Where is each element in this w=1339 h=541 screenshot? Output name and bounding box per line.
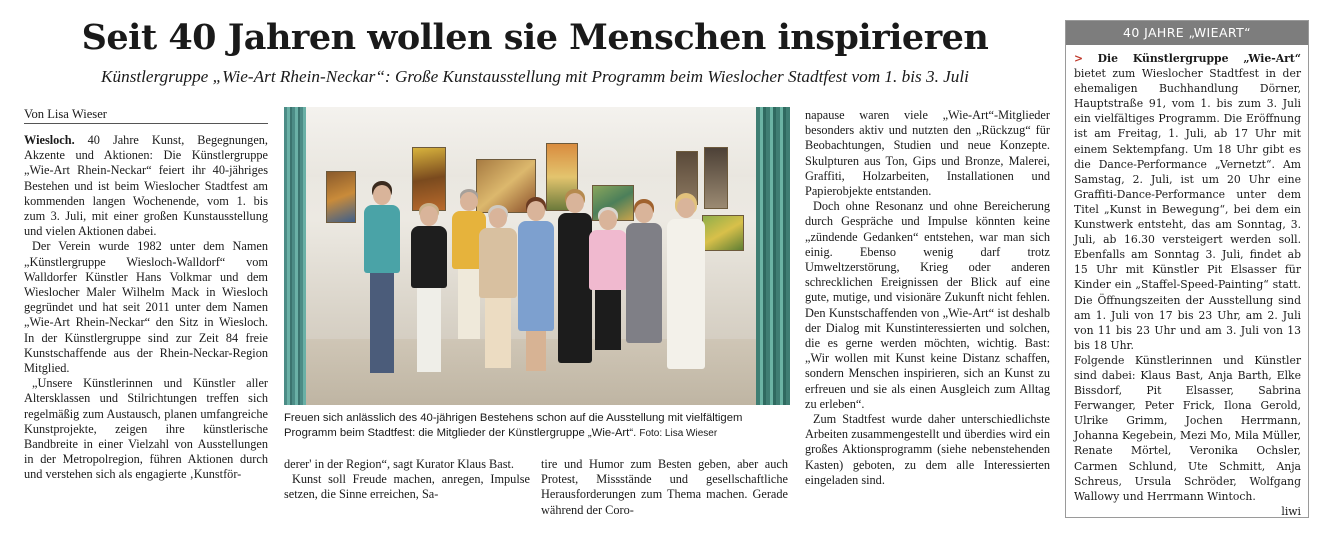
byline: Von Lisa Wieser [24, 107, 268, 124]
article-column-3 [541, 457, 788, 517]
caption-text: Freuen sich anlässlich des 40-jährigen Bestehens schon auf die Ausstellung mit vielfältigem Programm beim Stadtfest: die Mitglieder der Künstlergruppe „Wie-Art“. [284, 412, 743, 439]
info-box-text: bietet zum Wieslocher Stadtfest in der ehemaligen Buchhandlung Dörner, Hauptstraße 91, vom 1. bis zum 3. Juli ein vielfältiges Programm. Die Eröffnung ist am Freitag, 1. Juli, ab 17 Uhr mit einem Sektempfang. Um 18 Uhr gibt es die Dance-Performance „Vernetzt“. Am Samstag, 2. Juli, ist um 20 Uhr eine Graffiti-Dance-Performance unter dem Titel „Kunst in Bewegung“, bei dem ein Kunstwerk entsteht, das am Sonntag, 3. Juli, ab 16.30 versteigert werden soll. Ebenfalls am Sonntag 3. Juli, findet ab 15 Uhr mit Künstler Pit Elsasser für Kinder ein „Staffel-Speed-Painting“ statt. Die Öffnungszeiten der Ausstellung sind am 1. Juli von 17 bis 23 Uhr, am 2. Juli von 11 bis 23 Uhr und am 3. Juli von 13 bis 18 Uhr. [1074, 67, 1301, 352]
info-box-paragraph [1074, 51, 1301, 353]
glass-sculpture [284, 107, 306, 405]
article-paragraph: Zum Stadtfest wurde daher unterschiedlichste Arbeiten zusammengestellt und überdies wird ein großes Aktionsprogramm (siehe nebenstehenden Kasten) geboten, zu dem alle Interessierten eingeladen sind. [805, 412, 1050, 487]
article-paragraph: derer' in der Region“, sagt Kurator Klaus Bast. [284, 457, 514, 471]
author-signature: liwi [1281, 504, 1301, 518]
info-box-title: 40 JAHRE „WIEART“ [1066, 21, 1308, 45]
info-box-lead: Die Künstlergruppe „Wie-Art“ [1097, 52, 1302, 65]
article-column-4 [805, 108, 1050, 518]
person [476, 205, 520, 375]
info-box-body [1066, 45, 1308, 518]
photo-caption [284, 411, 794, 441]
dateline: Wiesloch. [24, 133, 75, 147]
headline: Seit 40 Jahren wollen sie Menschen inspirieren [81, 17, 989, 58]
gallery-wall [302, 107, 772, 177]
article-paragraph: Der Verein wurde 1982 unter dem Namen „Künstlergruppe Wiesloch-Walldorf“ vom Walldorfer Künstler Hans Volkmar und dem Wieslocher Maler Wilhelm Mack in Wiesloch gegründet und hat seit 2011 unter dem Namen „Wie-Art Rhein-Neckar“ den Sitz in Wiesloch. In der Künstlergruppe sind zur Zeit 84 freie Kunstschaffende aus der Rhein-Neckar-Region Mitglied. [24, 239, 268, 376]
article-paragraph: Kunst soll Freude machen, anregen, Impulse setzen, die Sinne erreichen, Sa- [284, 472, 530, 502]
group-photo [284, 107, 790, 405]
chevron-right-icon: > [1074, 52, 1084, 65]
info-box [1065, 20, 1309, 518]
article-column-2 [284, 457, 530, 517]
photo-credit: Foto: Lisa Wieser [639, 427, 718, 439]
subheadline: Künstlergruppe „Wie-Art Rhein-Neckar“: Große Kunstausstellung mit Programm beim Wieslocher Stadtfest vom 1. bis 3. Juli [101, 67, 969, 86]
person [408, 203, 450, 383]
article-paragraph: Doch ohne Resonanz und ohne Bereicherung durch Gespräche und Impulse könnten keine „zündende Gedanken“ entstehen, war man sich einig. Ebenso wenig darf trotz Umweltzerstörung, Krieg oder anderen schrecklichen Ereignissen der Blick auf eine gute, mutige, und visionäre Zukunft nicht fehlen. Den Kunstschaffenden von „Wie-Art“ ist deshalb der Dialog mit Kunstinteressierten und solchen, die es gerne werden möchten, wichtig. Bast: „Wir wollen mit Kunst keine Distanz schaffen, sondern Menschen inspirieren, sich an Kunst zu erfreuen und sie als einen Ausgleich zum Alltag zu erleben“. [805, 199, 1050, 411]
article-column-1 [24, 133, 268, 525]
person [624, 199, 664, 379]
article-paragraph: napause waren viele „Wie-Art“-Mitglieder besonders aktiv und nutzten den „Rückzug“ für Beobachtungen, Studien und neue Konzepte. Skulpturen aus Ton, Gips und Bronze, Malerei, Graffiti, Holzarbeiten, Installationen und Papierobjekte entstanden. [805, 108, 1050, 199]
painting [326, 171, 356, 223]
glass-sculpture [756, 107, 790, 405]
person [664, 193, 708, 383]
painting [702, 215, 744, 251]
person [362, 181, 402, 381]
article-paragraph: „Unsere Künstlerinnen und Künstler aller Altersklassen und Stilrichtungen treffen sich regelmäßig zum Austausch, planen umfangreiche Kunstprojekte, zeigen ihre künstlerische Bandbreite in einer Vielzahl von Ausstellungen in der Metropolregion, führen Aktionen durch und verstehen sich als engagierte ‚Kunstför- [24, 376, 268, 482]
article-paragraph: Wiesloch. 40 Jahre Kunst, Begegnungen, Akzente und Aktionen: Die Künstlergruppe „Wie-Art Rhein-Neckar“ feiert ihr 40-jähriges Bestehen und ist beim Wieslocher Stadtfest am kommenden langen Wochenende, vom 1. bis zum 3. Juli, mit einer großen Kunstausstellung und vielen Aktionen dabei. [24, 133, 268, 239]
person [516, 197, 556, 377]
info-box-artists: Folgende Künstlerinnen und Künstler sind dabei: Klaus Bast, Anja Barth, Elke Bissdorf, Pit Elsasser, Sabrina Ferwanger, Peter Frick, Ilona Gerold, Ulrike Grimm, Jochen Herrmann, Johanna Kegebein, Mezi Mo, Mila Müller, Renate Mörtel, Veronika Ochsler, Carmen Schlund, Ute Schmitt, Anja Schreus, Ursula Schröder, Wolfgang Wallowy und Herrmann Wintoch. [1074, 353, 1302, 503]
painting [412, 147, 446, 211]
article-paragraph: tire und Humor zum Besten geben, aber auch Protest, Missstände und gesellschaftliche Herausforderungen zum Thema machen. Gerade während der Coro- [541, 457, 788, 517]
